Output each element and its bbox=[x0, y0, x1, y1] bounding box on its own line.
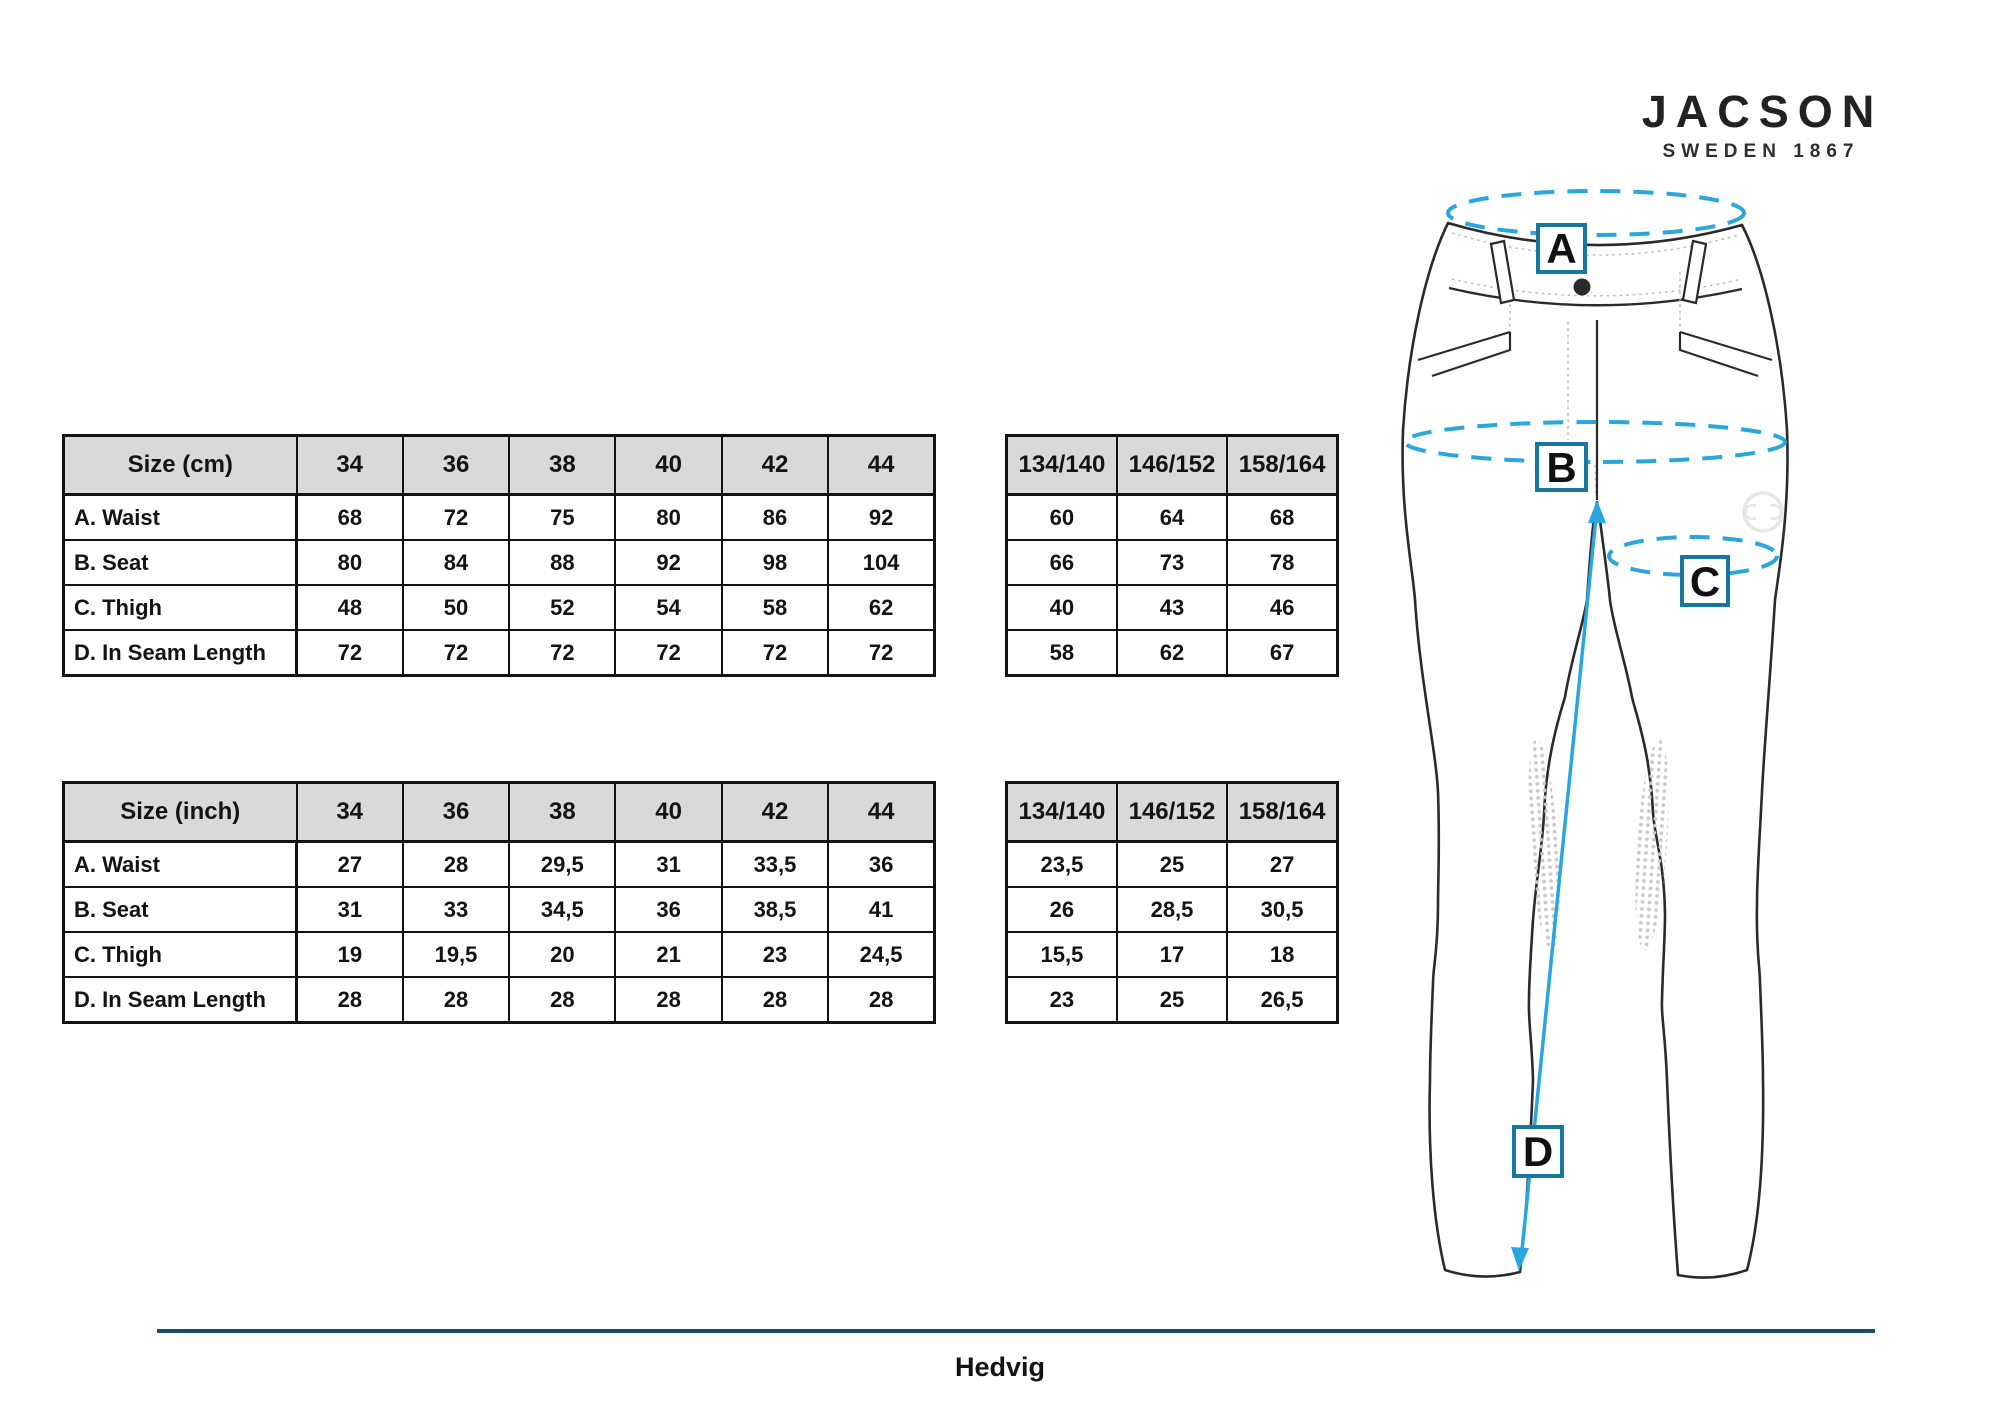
table-row bbox=[1007, 842, 1338, 888]
table-row bbox=[64, 540, 935, 585]
size-header: 44 bbox=[828, 783, 934, 842]
product-name: Hedvig bbox=[954, 1352, 1046, 1382]
table-header-row bbox=[64, 436, 935, 495]
size-cell: 15,5 bbox=[1007, 932, 1117, 977]
size-cell: 21 bbox=[615, 932, 721, 977]
table-row bbox=[1007, 630, 1338, 676]
callout-letter-inseam: D bbox=[1522, 1128, 1554, 1175]
size-cell: 28 bbox=[509, 977, 615, 1023]
size-cell: 80 bbox=[297, 540, 403, 585]
size-cell: 40 bbox=[1007, 585, 1117, 630]
size-header: 40 bbox=[615, 436, 721, 495]
size-header: 146/152 bbox=[1117, 436, 1227, 495]
table-header-row bbox=[64, 783, 935, 842]
size-cell: 20 bbox=[509, 932, 615, 977]
size-header: 38 bbox=[509, 783, 615, 842]
table-row bbox=[1007, 495, 1338, 541]
table-row bbox=[1007, 585, 1338, 630]
size-cell: 86 bbox=[722, 495, 828, 541]
brand-name: JACSON bbox=[1641, 86, 1884, 137]
size-cell: 19,5 bbox=[403, 932, 509, 977]
size-cell: 80 bbox=[615, 495, 721, 541]
size-cell: 28 bbox=[403, 842, 509, 888]
callout-letter-seat: B bbox=[1546, 444, 1577, 491]
size-header: 146/152 bbox=[1117, 783, 1227, 842]
size-cell: 72 bbox=[615, 630, 721, 676]
size-cell: 28 bbox=[403, 977, 509, 1023]
size-cell: 41 bbox=[828, 887, 934, 932]
size-cell: 33 bbox=[403, 887, 509, 932]
table-row bbox=[64, 842, 935, 888]
size-cell: 84 bbox=[403, 540, 509, 585]
size-cell: 88 bbox=[509, 540, 615, 585]
size-cell: 64 bbox=[1117, 495, 1227, 541]
size-table-cm-adult bbox=[62, 434, 936, 677]
size-cell: 33,5 bbox=[722, 842, 828, 888]
size-cell: 31 bbox=[297, 887, 403, 932]
table-title: Size (cm) bbox=[64, 436, 297, 495]
size-cell: 92 bbox=[615, 540, 721, 585]
table-row bbox=[64, 585, 935, 630]
size-table-inch-kids bbox=[1005, 781, 1339, 1024]
size-cell: 68 bbox=[297, 495, 403, 541]
size-cell: 31 bbox=[615, 842, 721, 888]
size-cell: 68 bbox=[1227, 495, 1337, 541]
size-header: 134/140 bbox=[1007, 783, 1117, 842]
size-cell: 72 bbox=[297, 630, 403, 676]
size-cell: 52 bbox=[509, 585, 615, 630]
row-label: C. Thigh bbox=[64, 932, 297, 977]
size-cell: 28 bbox=[828, 977, 934, 1023]
size-cell: 27 bbox=[297, 842, 403, 888]
size-cell: 27 bbox=[1227, 842, 1337, 888]
size-header: 38 bbox=[509, 436, 615, 495]
size-header: 42 bbox=[722, 783, 828, 842]
size-header: 44 bbox=[828, 436, 934, 495]
size-cell: 67 bbox=[1227, 630, 1337, 676]
row-label: D. In Seam Length bbox=[64, 630, 297, 676]
table-row bbox=[64, 630, 935, 676]
size-cell: 25 bbox=[1117, 977, 1227, 1023]
table-row bbox=[1007, 540, 1338, 585]
table-header-row bbox=[1007, 783, 1338, 842]
waist-measure-ellipse bbox=[1448, 191, 1744, 235]
size-cell: 28 bbox=[722, 977, 828, 1023]
table-row bbox=[1007, 932, 1338, 977]
row-label: B. Seat bbox=[64, 887, 297, 932]
size-cell: 23 bbox=[1007, 977, 1117, 1023]
table-header-row bbox=[1007, 436, 1338, 495]
size-cell: 62 bbox=[1117, 630, 1227, 676]
size-cell: 75 bbox=[509, 495, 615, 541]
size-cell: 72 bbox=[722, 630, 828, 676]
size-cell: 23,5 bbox=[1007, 842, 1117, 888]
size-cell: 25 bbox=[1117, 842, 1227, 888]
size-cell: 62 bbox=[828, 585, 934, 630]
size-header: 36 bbox=[403, 783, 509, 842]
size-cell: 30,5 bbox=[1227, 887, 1337, 932]
size-cell: 28 bbox=[615, 977, 721, 1023]
size-cell: 28,5 bbox=[1117, 887, 1227, 932]
size-cell: 26,5 bbox=[1227, 977, 1337, 1023]
table-row bbox=[1007, 887, 1338, 932]
knee-patches bbox=[1523, 738, 1675, 952]
waist-button bbox=[1574, 279, 1591, 296]
size-cell: 58 bbox=[1007, 630, 1117, 676]
size-cell: 18 bbox=[1227, 932, 1337, 977]
size-header: 42 bbox=[722, 436, 828, 495]
row-label: C. Thigh bbox=[64, 585, 297, 630]
brand-tagline: SWEDEN 1867 bbox=[1662, 141, 1860, 162]
size-table-cm-kids bbox=[1005, 434, 1339, 677]
size-cell: 98 bbox=[722, 540, 828, 585]
table-title: Size (inch) bbox=[64, 783, 297, 842]
size-header: 36 bbox=[403, 436, 509, 495]
size-cell: 66 bbox=[1007, 540, 1117, 585]
size-cell: 104 bbox=[828, 540, 934, 585]
table-row bbox=[1007, 977, 1338, 1023]
size-cell: 73 bbox=[1117, 540, 1227, 585]
size-cell: 17 bbox=[1117, 932, 1227, 977]
size-header: 40 bbox=[615, 783, 721, 842]
footer-divider-line bbox=[157, 1329, 1875, 1333]
size-header: 34 bbox=[297, 783, 403, 842]
row-label: A. Waist bbox=[64, 495, 297, 541]
size-cell: 78 bbox=[1227, 540, 1337, 585]
size-cell: 26 bbox=[1007, 887, 1117, 932]
size-header: 34 bbox=[297, 436, 403, 495]
size-cell: 48 bbox=[297, 585, 403, 630]
size-cell: 60 bbox=[1007, 495, 1117, 541]
row-label: B. Seat bbox=[64, 540, 297, 585]
size-cell: 19 bbox=[297, 932, 403, 977]
size-cell: 54 bbox=[615, 585, 721, 630]
size-cell: 92 bbox=[828, 495, 934, 541]
table-row bbox=[64, 887, 935, 932]
size-cell: 58 bbox=[722, 585, 828, 630]
size-header: 158/164 bbox=[1227, 783, 1337, 842]
size-cell: 36 bbox=[828, 842, 934, 888]
callout-letter-waist: A bbox=[1546, 225, 1577, 272]
size-cell: 43 bbox=[1117, 585, 1227, 630]
row-label: D. In Seam Length bbox=[64, 977, 297, 1023]
size-cell: 72 bbox=[509, 630, 615, 676]
size-cell: 72 bbox=[403, 495, 509, 541]
size-cell: 28 bbox=[297, 977, 403, 1023]
size-cell: 72 bbox=[828, 630, 934, 676]
table-row bbox=[64, 932, 935, 977]
size-cell: 46 bbox=[1227, 585, 1337, 630]
size-cell: 36 bbox=[615, 887, 721, 932]
size-cell: 50 bbox=[403, 585, 509, 630]
breeches-measurement-diagram bbox=[1370, 150, 1840, 1330]
size-cell: 38,5 bbox=[722, 887, 828, 932]
size-cell: 24,5 bbox=[828, 932, 934, 977]
size-cell: 23 bbox=[722, 932, 828, 977]
size-table-inch-adult bbox=[62, 781, 936, 1024]
size-cell: 34,5 bbox=[509, 887, 615, 932]
breeches-outline bbox=[1403, 223, 1788, 1278]
table-row bbox=[64, 977, 935, 1023]
size-header: 134/140 bbox=[1007, 436, 1117, 495]
size-cell: 72 bbox=[403, 630, 509, 676]
table-row bbox=[64, 495, 935, 541]
size-cell: 29,5 bbox=[509, 842, 615, 888]
size-header: 158/164 bbox=[1227, 436, 1337, 495]
callout-letter-thigh: C bbox=[1689, 558, 1721, 605]
row-label: A. Waist bbox=[64, 842, 297, 888]
